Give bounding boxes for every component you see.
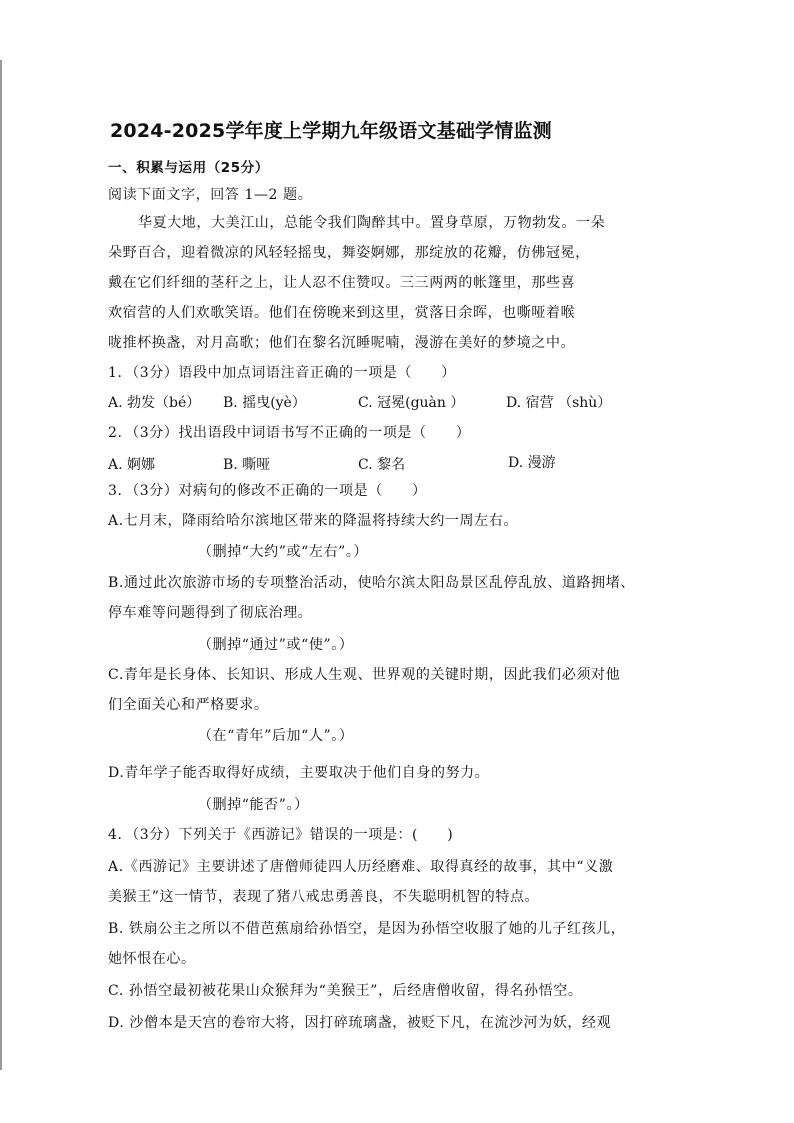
question-3-stem: 3．（3分）对病句的修改不正确的一项是（ ） [108, 483, 427, 499]
question-4-option-b: B. 铁扇公主之所以不借芭蕉扇给孙悟空，是因为孙悟空收服了她的儿子红孩儿， [108, 921, 626, 937]
question-3-option-a: A.七月末，降雨给哈尔滨地区带来的降温将持续大约一周左右。 [108, 513, 518, 529]
question-1-option-c: C. 冠冕(guàn ） [358, 395, 465, 411]
question-4-option-b-cont: 她怀恨在心。 [108, 951, 196, 967]
question-4-option-d: D. 沙僧本是天宫的卷帘大将，因打碎琉璃盏，被贬下凡，在流沙河为妖，经观 [108, 1015, 612, 1031]
question-3-option-b-cont: 停车难等问题得到了彻底治理。 [108, 605, 313, 621]
question-3-option-b: B.通过此次旅游市场的专项整治活动，使哈尔滨太阳岛景区乱停乱放、道路拥堵、 [108, 575, 635, 591]
exam-title: 2024-2025学年度上学期九年级语文基础学情监测 [110, 120, 552, 142]
question-2-option-c: C. 黎名 [358, 457, 406, 473]
question-1-option-a: A. 勃发（bé） [108, 395, 201, 411]
passage-line: 华夏大地，大美江山，总能令我们陶醉其中。置身草原，万物勃发。一朵 [138, 215, 606, 231]
question-3-option-c-cont: 们全面关心和严格要求。 [108, 697, 269, 713]
question-4-option-a-cont: 美猴王”这一情节，表现了猪八戒忠勇善良，不失聪明机智的特点。 [108, 889, 540, 905]
question-4-option-a: A.《西游记》主要讲述了唐僧师徒四人历经磨难、取得真经的故事，其中“义激 [108, 859, 614, 875]
question-1-option-d: D. 宿营 （shù） [506, 395, 612, 411]
passage-line: 咙推杯换盏，对月高歌；他们在黎名沉睡呢喃，漫游在美好的梦境之中。 [108, 335, 576, 351]
question-2-option-d: D. 漫游 [508, 455, 556, 471]
question-3-option-b-fix: （删掉“通过”或“使”。） [198, 637, 354, 653]
question-3-option-d-fix: （删掉“能否”。） [198, 797, 309, 813]
question-3-option-c-fix: （在“青年”后加“人”。） [198, 728, 354, 744]
question-1-option-b: B. 摇曳(yè） [223, 395, 306, 411]
passage-line: 朵野百合，迎着微凉的风轻轻摇曳，舞姿婀娜，那绽放的花瓣，仿佛冠冕， [108, 245, 590, 261]
question-3-option-d: D.青年学子能否取得好成绩，主要取决于他们自身的努力。 [108, 765, 490, 781]
question-3-option-c: C.青年是长身体、长知识、形成人生观、世界观的关键时期，因此我们必须对他 [108, 667, 621, 683]
question-3-option-a-fix: （删掉“大约”或“左右”。） [198, 544, 369, 560]
question-4-option-c: C. 孙悟空最初被花果山众猴拜为“美猴王”，后经唐僧收留，得名孙悟空。 [108, 983, 583, 999]
section-heading: 一、积累与运用（25分） [108, 160, 269, 176]
passage-line: 戴在它们纤细的茎秆之上，让人忍不住赞叹。三三两两的帐篷里，那些喜 [108, 275, 576, 291]
reading-instruction: 阅读下面文字，回答 1—2 题。 [108, 187, 313, 203]
question-2-option-a: A. 婀娜 [108, 457, 156, 473]
scan-left-edge [0, 60, 2, 1070]
question-2-stem: 2．（3分）找出语段中词语书写不正确的一项是（ ） [108, 425, 471, 441]
question-1-stem: 1．（3分）语段中加点词语注音正确的一项是（ ） [108, 365, 456, 381]
question-2-option-b: B. 嘶哑 [223, 457, 271, 473]
question-4-stem: 4．（3分）下列关于《西游记》错误的一项是：( ) [108, 827, 454, 843]
passage-line: 欢宿营的人们欢歌笑语。他们在傍晚来到这里，赏落日余晖，也嘶哑着喉 [108, 305, 576, 321]
